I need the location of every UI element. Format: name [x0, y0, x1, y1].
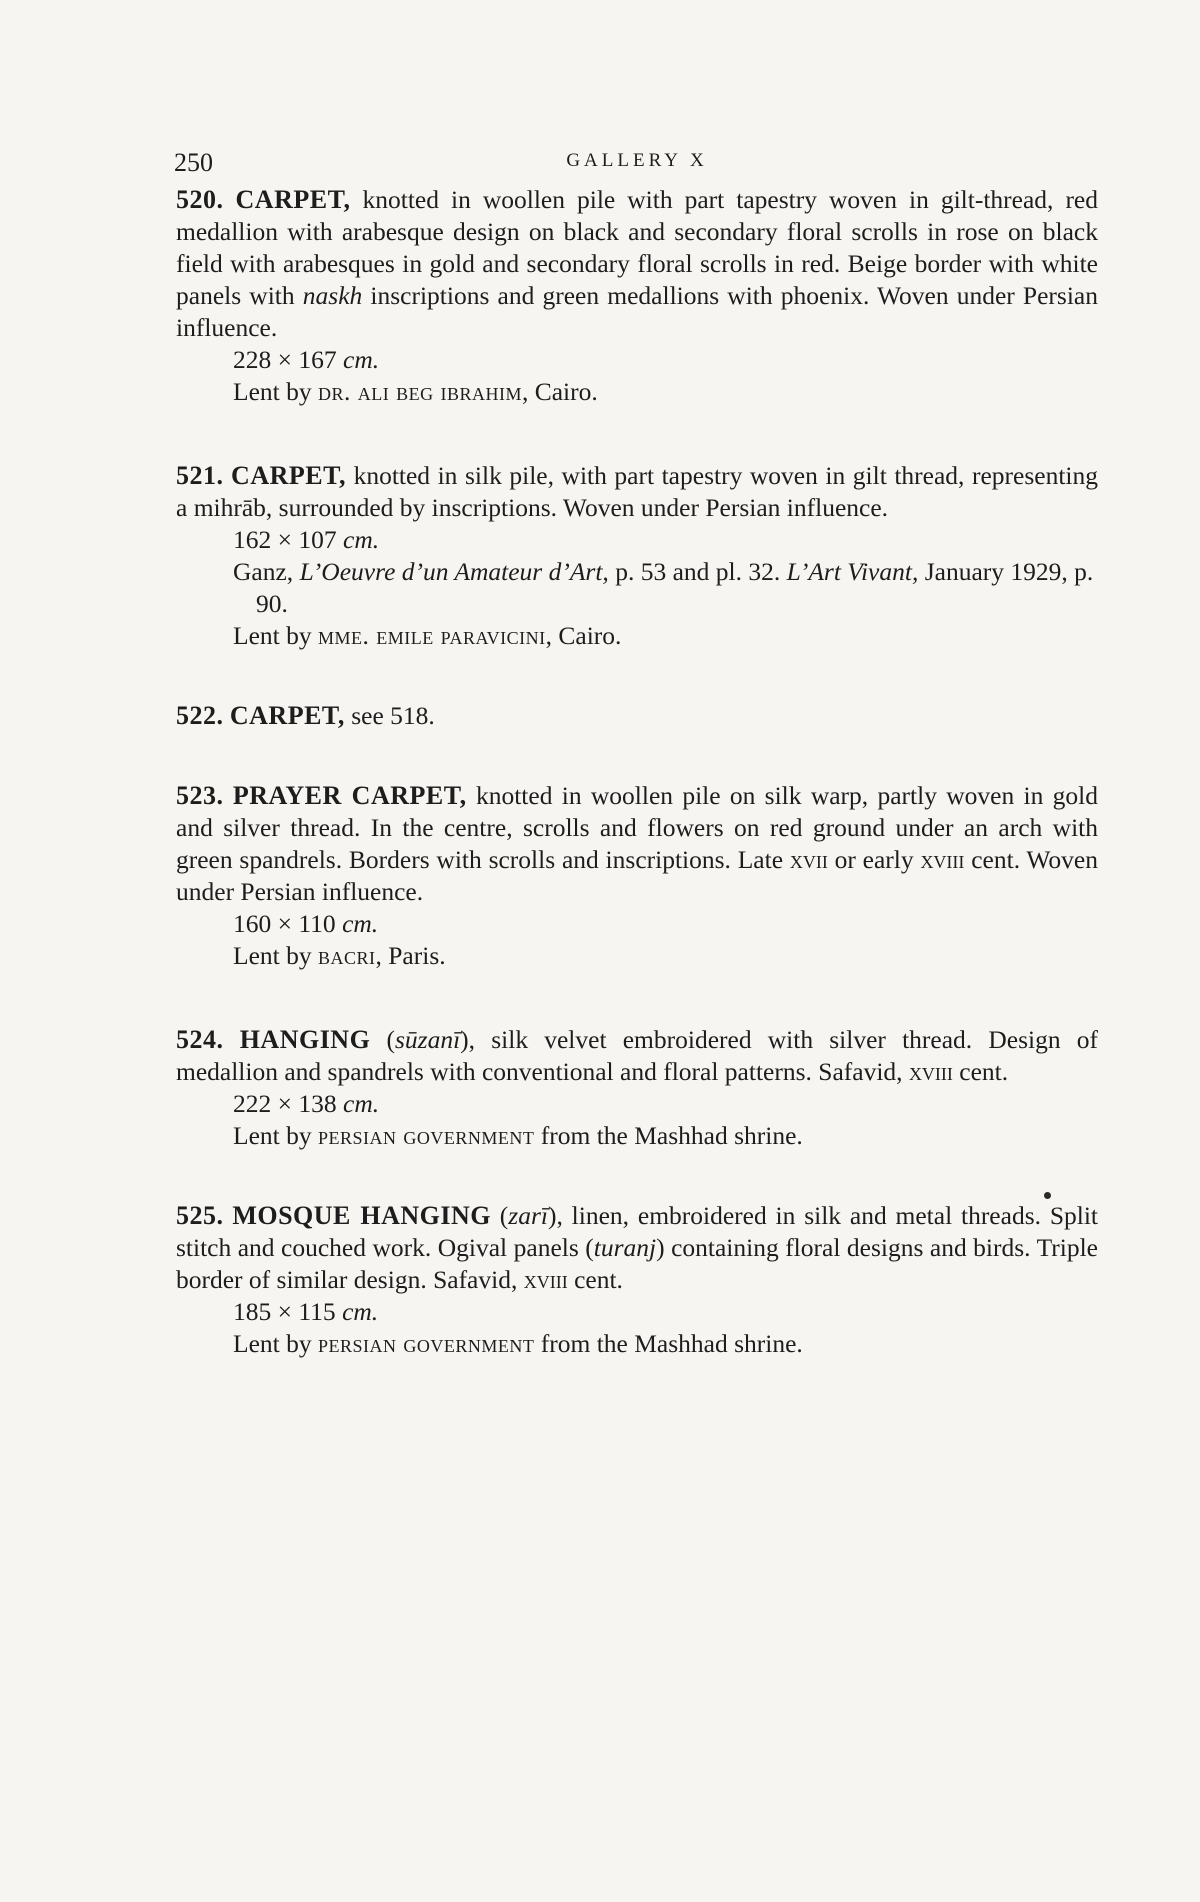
entry-description: 520. CARPET, knotted in woollen pile with part tapestry woven in gilt-thread, red medallion with arabesque design on black and secondary floral scrolls in rose on black field with arabesques in gold and secondary floral scrolls in red. Beige border with white panels with naskh inscriptions and green medallions with phoenix. Woven under Persian influence. [176, 185, 1099, 342]
running-title: GALLERY X [566, 150, 708, 171]
entry-lender: Lent by bacri, Paris. [233, 941, 446, 970]
page-header [176, 148, 1098, 184]
entry-title: HANGING [239, 1025, 371, 1054]
catalogue-entry-521 [176, 460, 1098, 652]
ink-speck [1044, 1192, 1051, 1199]
catalogue-entry-525 [176, 1200, 1098, 1360]
entry-lender: Lent by persian government from the Mashhad shrine. [233, 1329, 803, 1358]
entry-number: 523. [176, 781, 224, 810]
entry-lender: Lent by dr. ali beg ibrahim, Cairo. [233, 377, 598, 406]
entry-lender: Lent by persian government from the Mashhad shrine. [233, 1121, 803, 1150]
entry-title: CARPET, [235, 185, 351, 214]
catalogue-entry-522 [176, 700, 1098, 732]
entry-dimensions: 222 × 138 cm. [233, 1089, 380, 1118]
entry-description: 522. CARPET, see 518. [176, 701, 435, 730]
entry-lender: Lent by mme. emile paravicini, Cairo. [233, 621, 622, 650]
entry-dimensions: 162 × 107 cm. [233, 525, 380, 554]
entry-dimensions: 185 × 115 cm. [233, 1297, 379, 1326]
entry-number: 525. [176, 1201, 224, 1230]
catalogue-entry-520 [176, 184, 1098, 408]
page-number: 250 [174, 148, 213, 177]
entry-description: 521. CARPET, knotted in silk pile, with part tapestry woven in gilt thread, representing a mihrāb, surrounded by inscriptions. Woven under Persian influence. [176, 461, 1098, 522]
entry-title: CARPET, [231, 461, 347, 490]
entry-bibliography: Ganz, L’Oeuvre d’un Amateur d’Art, p. 53 and pl. 32. L’Art Vivant, January 1929, p. 90. [233, 557, 1094, 618]
entry-dimensions: 160 × 110 cm. [233, 909, 379, 938]
entry-description: 524. HANGING (sūzanī), silk velvet embroidered with silver thread. Design of medallion and spandrels with conventional and floral patterns. Safavid, xviii cent. [176, 1025, 1098, 1086]
entry-title: MOSQUE HANGING [232, 1201, 491, 1230]
entry-number: 522. [176, 701, 224, 730]
entry-number: 521. [176, 461, 224, 490]
catalogue-entry-524 [176, 1024, 1098, 1152]
catalogue-page [176, 148, 1098, 1360]
entry-description: 523. PRAYER CARPET, knotted in woollen pile on silk warp, partly woven in gold and silver thread. In the centre, scrolls and flowers on red ground under an arch with green spandrels. Borders with scrolls and inscriptions. Late xvii or early xviii cent. Woven under Persian influence. [176, 781, 1098, 906]
entry-description: 525. MOSQUE HANGING (zarī), linen, embroidered in silk and metal threads. Split stitch and couched work. Ogival panels (turanj) containing floral designs and birds. Triple border of similar design. Safavid, xviii cent. [176, 1201, 1099, 1294]
entry-dimensions: 228 × 167 cm. [233, 345, 380, 374]
entry-number: 520. [176, 185, 224, 214]
entry-title: CARPET, [229, 701, 345, 730]
entry-title: PRAYER CARPET, [232, 781, 467, 810]
entry-number: 524. [176, 1025, 224, 1054]
catalogue-entry-523 [176, 780, 1098, 972]
